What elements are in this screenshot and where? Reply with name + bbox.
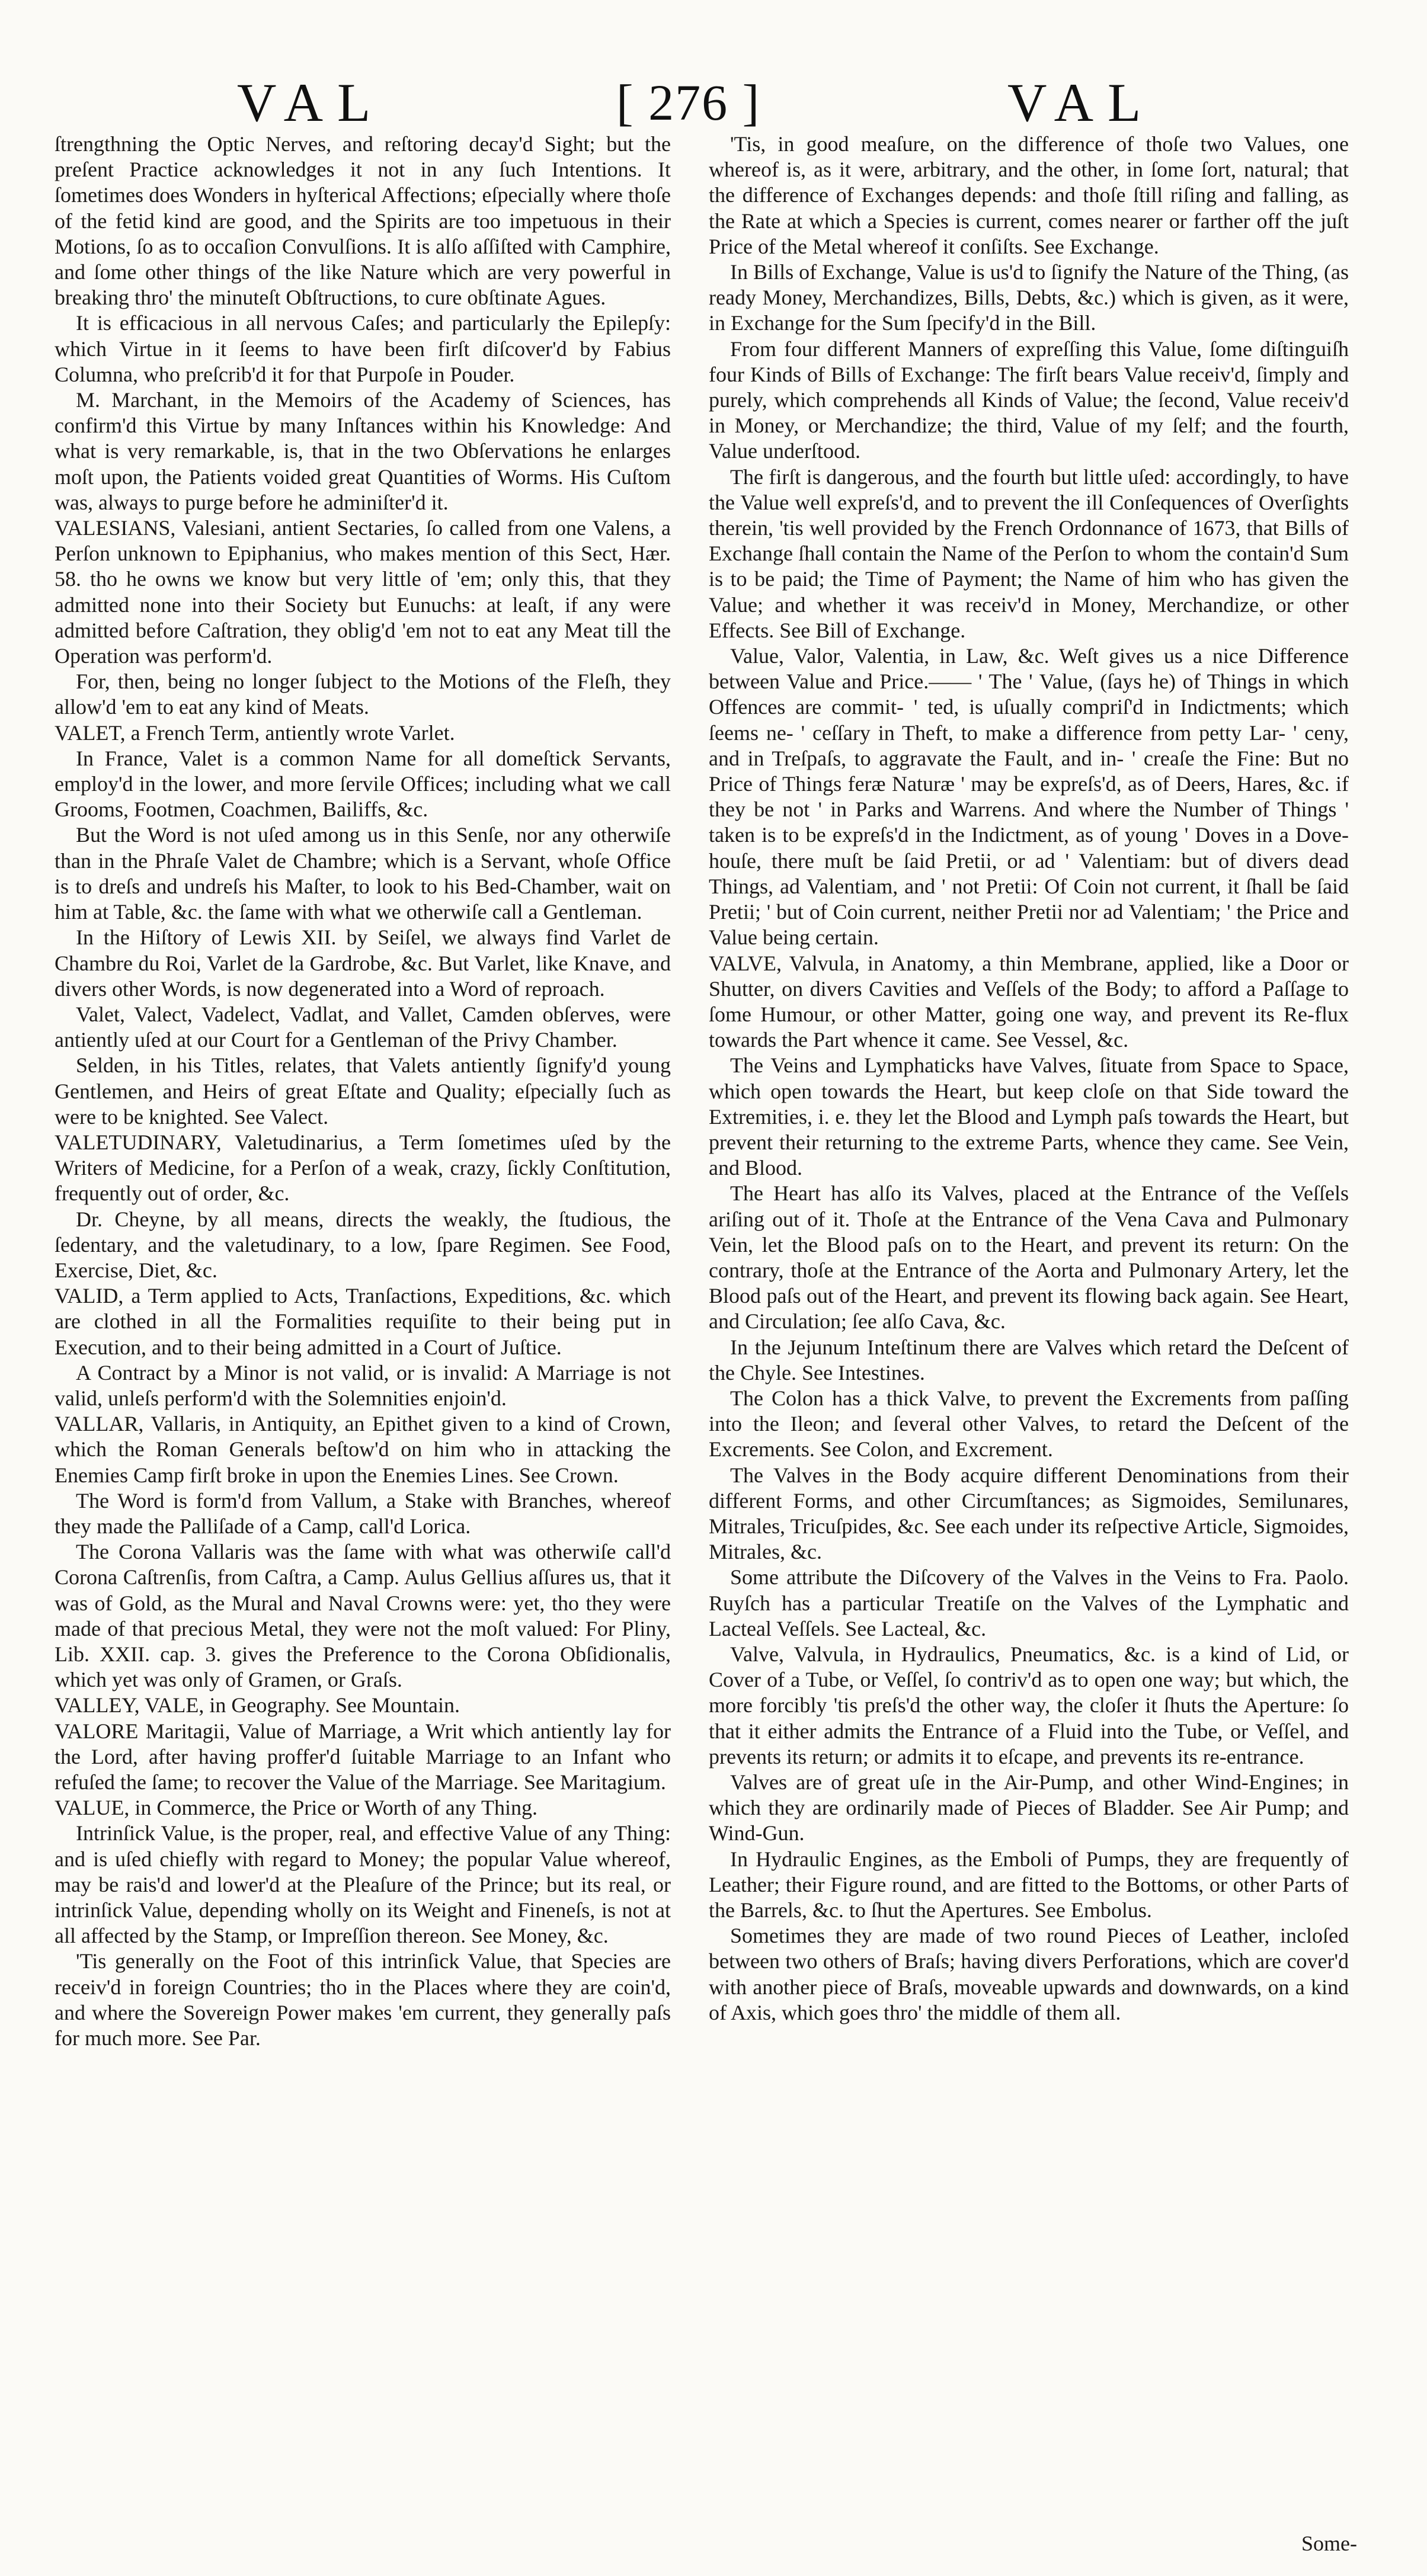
paragraph: But the Word is not uſed among us in this Senſe, nor any otherwiſe than in the Phraſe Valet de Chambre; which is a Servant, whoſe Office is to dreſs and undreſs his Maſter, to look to his Bed-Chamber, wait on him at Table, &c. the ſame with what we otherwiſe call a Gentleman. <box>55 823 671 924</box>
paragraph: In the Jejunum Inteſtinum there are Valves which retard the Deſcent of the Chyle. See Intestines. <box>709 1335 1349 1385</box>
paragraph: The Colon has a thick Valve, to prevent the Excrements from paſſing into the Ileon; and ſeveral other Valves, to retard the Deſcent of the Excrements. See Colon, and Excrement. <box>709 1386 1349 1462</box>
entry-valve: VALVE, Valvula, in Anatomy, a thin Membrane, applied, like a Door or Shutter, on divers Cavities and Veſſels of the Body; to afford a Paſſage to ſome Humour, or other Matter, going one way, and prevent its Re-flux towards the Part whence it came. See Vessel, &c. <box>709 951 1349 1052</box>
right-text-column <box>709 132 1349 2026</box>
entry-valet: VALET, a French Term, antiently wrote Varlet. <box>55 720 455 745</box>
entry-valid: VALID, a Term applied to Acts, Tranſactions, Expeditions, &c. which are clothed in all the Formalities requiſite to their being put in Execution, and to their being admitted in a Court of Juſtice. <box>55 1284 671 1359</box>
paragraph: M. Marchant, in the Memoirs of the Academy of Sciences, has confirm'd this Virtue by many Inſtances within his Knowledge: And what is very remarkable, is, that in the two Obſervations he enlarges moſt upon, the Patients voided great Quantities of Worms. His Cuſtom was, always to purge before he adminiſter'd it. <box>55 388 671 514</box>
paragraph: For, then, being no longer ſubject to the Motions of the Fleſh, they allow'd 'em to eat any kind of Meats. <box>55 669 671 719</box>
paragraph: A Contract by a Minor is not valid, or is invalid: A Marriage is not valid, unleſs perform'd with the Solemnities enjoin'd. <box>55 1360 671 1410</box>
paragraph: Some attribute the Diſcovery of the Valves in the Veins to Fra. Paolo. Ruyſch has a particular Treatiſe on the Valves of the Lymphatic and Lacteal Veſſels. See Lacteal, &c. <box>709 1565 1349 1641</box>
paragraph: The Heart has alſo its Valves, placed at the Entrance of the Veſſels ariſing out of it. Thoſe at the Entrance of the Vena Cava and Pulmonary Vein, let the Blood paſs on to the Heart, and prevent its return: On the contrary, thoſe at the Entrance of the Aorta and Pulmonary Artery, let the Blood paſs out of the Heart, and prevent its flowing back again. See Heart, and Circulation; ſee alſo Cava, &c. <box>709 1181 1349 1334</box>
page-number: [ 276 ] <box>616 74 761 131</box>
entry-valve-hydraulics: Valve, Valvula, in Hydraulics, Pneumatics, &c. is a kind of Lid, or Cover of a Tube, or Veſſel, ſo contriv'd as to open one way; but which, the more forcibly 'tis preſs'd the other way, the cloſer it ſhuts the Aperture: ſo that it either admits the Entrance of a Fluid into the Tube, or Veſſel, and prevents its return; or admits it to eſcape, and prevents its re-entrance. <box>709 1642 1349 1768</box>
catchword: Some- <box>1301 2532 1357 2555</box>
entry-value: VALUE, in Commerce, the Price or Worth of any Thing. <box>55 1796 537 1820</box>
paragraph: In Bills of Exchange, Value is us'd to ſignify the Nature of the Thing, (as ready Money, Merchandizes, Bills, Debts, &c.) which is given, as it were, in Exchange for the Sum ſpecify'd in the Bill. <box>709 260 1349 335</box>
entry-valetudinary: VALETUDINARY, Valetudinarius, a Term ſometimes uſed by the Writers of Medicine, for a Perſon of a weak, crazy, ſickly Conſtitution, frequently out of order, &c. <box>55 1130 671 1206</box>
paragraph: Intrinſick Value, is the proper, real, and effective Value of any Thing: and is uſed chiefly with regard to Money; the popular Value whereof, may be rais'd and lower'd at the Pleaſure of the Prince; but its real, or intrinſick Value, depending wholly on its Weight and Fineneſs, is not at all affected by the Stamp, or Impreſſion thereon. See Money, &c. <box>55 1821 671 1948</box>
paragraph: Dr. Cheyne, by all means, directs the weakly, the ſtudious, the ſedentary, and the valetudinary, to a low, ſpare Regimen. See Food, Exercise, Diet, &c. <box>55 1207 671 1282</box>
paragraph: In the Hiſtory of Lewis XII. by Seiſel, we always find Varlet de Chambre du Roi, Varlet de la Gardrobe, &c. But Varlet, like Knave, and divers other Words, is now degenerated into a Word of reproach. <box>55 925 671 1001</box>
paragraph: The Valves in the Body acquire different Denominations from their different Forms, and other Circumſtances; as Sigmoides, Semilunares, Mitrales, Tricuſpides, &c. See each under its reſpective Article, Sigmoides, Mitrales, &c. <box>709 1463 1349 1564</box>
paragraph: The Veins and Lymphaticks have Valves, ſituate from Space to Space, which open towards the Heart, but keep cloſe on that Side toward the Extremities, i. e. they let the Blood and Lymph paſs towards the Heart, but prevent their returning to the extreme Parts, whence they came. See Vein, and Blood. <box>709 1053 1349 1180</box>
paragraph: 'Tis generally on the Foot of this intrinſick Value, that Species are receiv'd in foreign Countries; tho in the Places where they are coin'd, and where the Sovereign Power makes 'em current, they generally paſs for much more. See Par. <box>55 1949 671 2050</box>
entry-vallar: VALLAR, Vallaris, in Antiquity, an Epithet given to a kind of Crown, which the Roman Generals beſtow'd on him who in attacking the Enemies Camp firſt broke in upon the Enemies Lines. See Crown. <box>55 1412 671 1487</box>
paragraph: The Word is form'd from Vallum, a Stake with Branches, whereof they made the Palliſade of a Camp, call'd Lorica. <box>55 1488 671 1538</box>
entry-valley: VALLEY, VALE, in Geography. See Mountain. <box>55 1693 460 1718</box>
paragraph: Valves are of great uſe in the Air-Pump, and other Wind-Engines; in which they are ordinarily made of Pieces of Bladder. See Air Pump; and Wind-Gun. <box>709 1770 1349 1846</box>
paragraph: In Hydraulic Engines, as the Emboli of Pumps, they are frequently of Leather; their Figure round, and are fitted to the Bottoms, or other Parts of the Barrels, &c. to ſhut the Apertures. See Embolus. <box>709 1847 1349 1923</box>
paragraph: The Corona Vallaris was the ſame with what was otherwiſe call'd Corona Caſtrenſis, from Caſtra, a Camp. Aulus Gellius aſſures us, that it was of Gold, as the Mural and Naval Crowns were: yet, tho they were made of that precious Metal, they were not the moſt valued: For Pliny, Lib. XXII. cap. 3. gives the Preference to the Corona Obſidionalis, which yet was only of Gramen, or Graſs. <box>55 1540 671 1692</box>
entry-valore: VALORE Maritagii, Value of Marriage, a Writ which antiently lay for the Lord, after having proffer'd ſuitable Marriage to an Infant who refuſed the ſame; to recover the Value of the Marriage. See Maritagium. <box>55 1719 671 1794</box>
paragraph: In France, Valet is a common Name for all domeſtick Servants, employ'd in the lower, and more ſervile Offices; including what we call Grooms, Footmen, Coachmen, Bailiffs, &c. <box>55 746 671 822</box>
paragraph: It is efficacious in all nervous Caſes; and particularly the Epilepſy: which Virtue in it ſeems to have been firſt diſcover'd by Fabius Columna, who preſcrib'd it for that Purpoſe in Pouder. <box>55 311 671 386</box>
paragraph: From four different Manners of expreſſing this Value, ſome diſtinguiſh four Kinds of Bills of Exchange: The firſt bears Value receiv'd, ſimply and purely, which comprehends all Kinds of Value; the ſecond, Value receiv'd in Money, or Merchandize; the third, Value of my ſelf; and the fourth, Value underſtood. <box>709 337 1349 463</box>
running-head-left: VAL <box>237 72 385 133</box>
running-head-right: VAL <box>1007 72 1156 133</box>
entry-valesians: VALESIANS, Valesiani, antient Sectaries, ſo called from one Valens, a Perſon unknown to Epiphanius, who makes mention of this Sect, Hær. 58. tho he owns we know but very little of 'em; only this, that they admitted none into their Society but Eunuchs: at leaſt, if any were admitted before Caſtration, they oblig'd 'em not to eat any Meat till the Operation was perform'd. <box>55 516 671 668</box>
paragraph: Sometimes they are made of two round Pieces of Leather, incloſed between two others of Braſs; having divers Perforations, which are cover'd with another piece of Braſs, moveable upwards and downwards, on a kind of Axis, which goes thro' the middle of them all. <box>709 1924 1349 2024</box>
paragraph: Valet, Valect, Vadelect, Vadlat, and Vallet, Camden obſerves, were antiently uſed at our Court for a Gentleman of the Privy Chamber. <box>55 1002 671 1052</box>
entry-value-law: Value, Valor, Valentia, in Law, &c. Weſt gives us a nice Difference between Value and Price.—— ' The ' Value, (ſays he) of Things in which Offences are commit- ' ted, is uſually compriſ'd in Indictments; which ſeems ne- ' ceſſary in Theft, to make a difference from petty Lar- ' ceny, and in Treſpaſs, to aggravate the Fault, and in- ' creaſe the Fine: But no Price of Things feræ Naturæ ' may be expreſs'd, as of Deers, Hares, &c. if they be not ' in Parks and Warrens. And where the Number of Things ' taken is to be expreſs'd in the Indictment, as of young ' Doves in a Dove-houſe, there muſt be ſaid Pretii, or ad ' Valentiam: but of divers dead Things, ad Valentiam, and ' not Pretii: Of Coin not current, it ſhall be ſaid Pretii; ' but of Coin current, neither Pretii nor ad Valentiam; ' the Price and Value being certain. <box>709 644 1349 950</box>
left-text-column <box>55 132 671 2051</box>
paragraph: 'Tis, in good meaſure, on the difference of thoſe two Values, one whereof is, as it were, arbitrary, and the other, in ſome ſort, natural; that the difference of Exchanges depends: and thoſe ſtill riſing and falling, as the Rate at which a Species is current, comes nearer or farther off the juſt Price of the Metal whereof it conſiſts. See Exchange. <box>709 132 1349 258</box>
running-head <box>0 70 1427 135</box>
paragraph: The firſt is dangerous, and the fourth but little uſed: accordingly, to have the Value well expreſs'd, and to prevent the ill Conſequences of Overſights therein, 'tis well provided by the French Ordonnance of 1673, that Bills of Exchange ſhall contain the Name of the Perſon to whom the contain'd Sum is to be paid; the Time of Payment; the Name of him who has given the Value; and whether it was receiv'd in Money, Merchandize, or other Effects. See Bill of Exchange. <box>709 464 1349 642</box>
paragraph: Selden, in his Titles, relates, that Valets antiently ſignify'd young Gentlemen, and Heirs of great Eſtate and Quality; eſpecially ſuch as were to be knighted. See Valect. <box>55 1053 671 1129</box>
paragraph: ſtrengthning the Optic Nerves, and reſtoring decay'd Sight; but the preſent Practice acknowledges it not in any ſuch Intentions. It ſometimes does Wonders in hyſterical Affections; eſpecially where thoſe of the fetid kind are good, and the Spirits are too impetuous in their Motions, ſo as to occaſion Convulſions. It is alſo aſſiſted with Camphire, and ſome other things of the like Nature which are very powerful in breaking thro' the minuteſt Obſtructions, to cure obſtinate Agues. <box>55 132 671 310</box>
